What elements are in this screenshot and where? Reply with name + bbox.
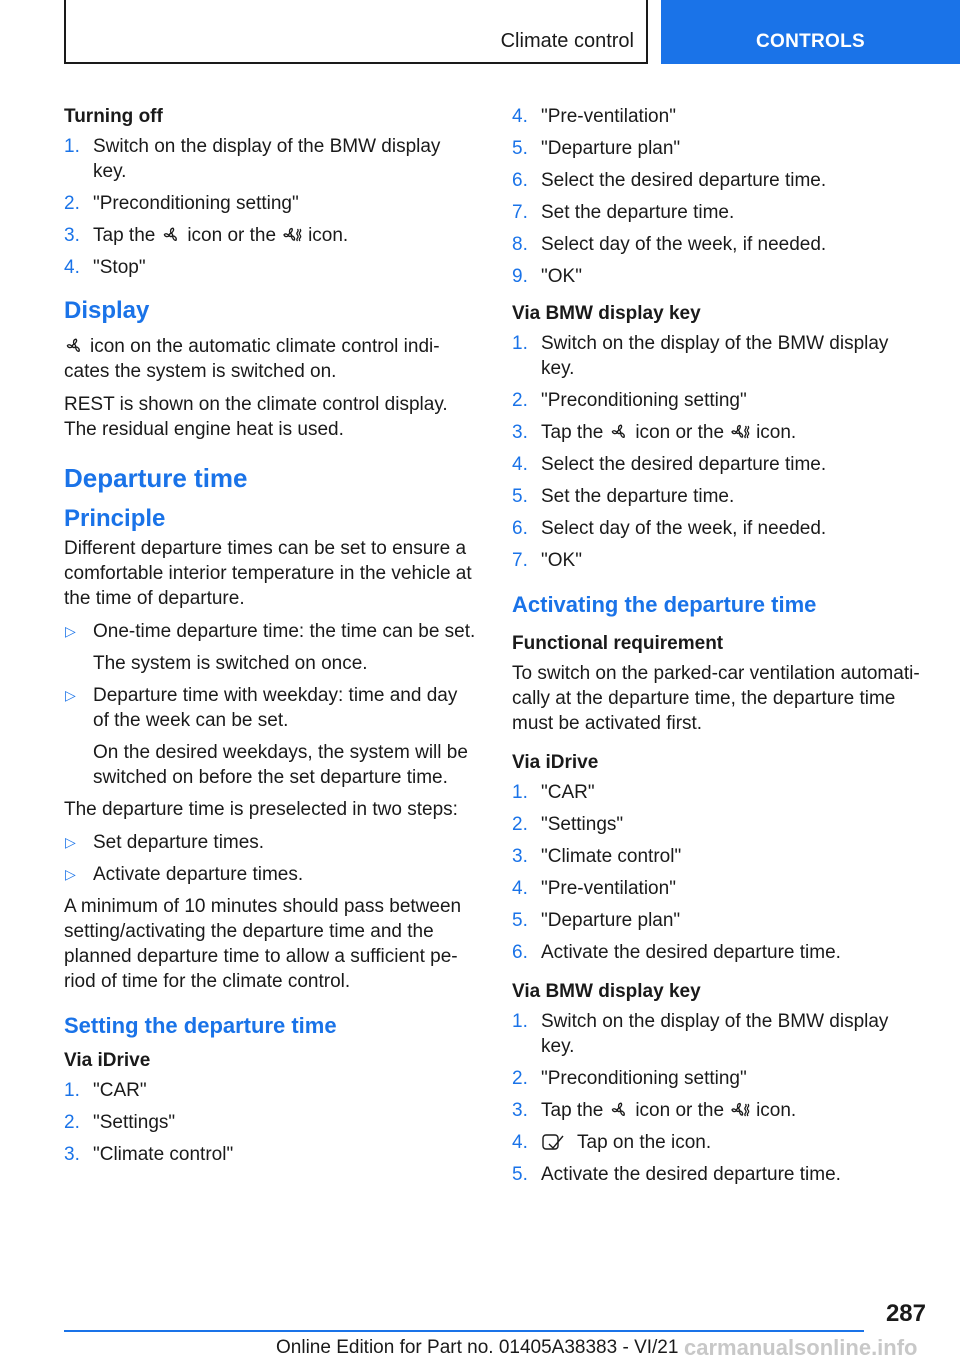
fan-icon xyxy=(161,226,181,244)
principle-text: Different departure times can be set to ensure a comfortable interior temperature in the vehicle at the time of departure. xyxy=(64,538,472,609)
list-item: 1. "CAR" xyxy=(512,782,595,803)
bullet-triangle-icon: ▷ xyxy=(65,866,76,882)
list-item: 1. Switch on the display of the BMW display key. xyxy=(64,136,441,182)
list-item: 5. "Departure plan" xyxy=(512,910,681,931)
activating-idrive-steps xyxy=(512,780,926,965)
list-item: ▷ Departure time with weekday: time and day of the week can be set. On the desired weekdays, the system will be switched on before the set departure time. xyxy=(65,685,468,788)
list-item: 4. Tap on the icon. xyxy=(512,1132,712,1153)
bullet-triangle-icon: ▷ xyxy=(65,623,76,639)
list-item: 4. "Pre-ventilation" xyxy=(512,106,676,127)
setting-departure-heading: Setting the departure time xyxy=(64,1013,337,1038)
display-heading: Display xyxy=(64,297,150,324)
list-item: 6. Select the desired departure time. xyxy=(512,170,827,191)
setting-idrive-steps-continued xyxy=(512,104,926,289)
list-item: 5. "Departure plan" xyxy=(512,138,681,159)
departure-time-heading: Departure time xyxy=(64,463,248,493)
list-item: 9. "OK" xyxy=(512,266,582,287)
turning-off-heading: Turning off xyxy=(64,106,163,127)
list-item: 2. "Preconditioning setting" xyxy=(512,390,747,411)
functional-requirement-heading: Functional requirement xyxy=(512,633,724,654)
list-item: 3. "Climate control" xyxy=(512,846,682,867)
two-steps-list xyxy=(64,830,478,887)
footer-edition: Online Edition for Part no. 01405A38383 - VI/21 xyxy=(276,1337,679,1358)
list-item: 3. Tap the icon or the icon. xyxy=(64,225,349,246)
via-display-key-heading: Via BMW display key xyxy=(512,303,701,324)
list-item: 2. "Settings" xyxy=(64,1112,176,1133)
list-item: 4. "Stop" xyxy=(64,257,146,278)
list-item: 2. "Preconditioning setting" xyxy=(64,193,299,214)
list-item: ▷ Activate departure times. xyxy=(65,864,304,885)
functional-requirement-text: To switch on the parked-car ventilation automatically at the departure time, the departure time must be activated first. xyxy=(512,663,920,734)
display-paragraph-2: REST is shown on the climate control display. The residual engine heat is used. xyxy=(64,394,448,440)
list-item: 3. Tap the icon or the icon. xyxy=(512,1100,797,1121)
list-item: 6. Select day of the week, if needed. xyxy=(512,518,827,539)
header-chapter-label: CONTROLS xyxy=(755,31,865,52)
page-number: 287 xyxy=(885,1300,926,1327)
turning-off-steps xyxy=(64,134,478,280)
list-item: 2. "Settings" xyxy=(512,814,624,835)
via-idrive-heading: Via iDrive xyxy=(64,1050,151,1071)
list-item: 8. Select day of the week, if needed. xyxy=(512,234,827,255)
fan-heat-icon xyxy=(282,226,302,244)
list-item: 3. "Climate control" xyxy=(64,1144,234,1165)
fan-heat-icon xyxy=(730,1101,750,1119)
list-item: 4. "Pre-ventilation" xyxy=(512,878,676,899)
right-column xyxy=(512,104,926,1194)
departure-type-list xyxy=(64,619,478,790)
list-item: 1. Switch on the display of the BMW display key. xyxy=(512,333,889,379)
watermark: carmanualsonline.info xyxy=(684,1335,918,1360)
page-header xyxy=(0,0,960,66)
checkbox-check-icon xyxy=(541,1133,565,1151)
list-item: 3. Tap the icon or the icon. xyxy=(512,422,797,443)
fan-icon xyxy=(609,423,629,441)
list-item: 4. Select the desired departure time. xyxy=(512,454,827,475)
via-display-key-heading: Via BMW display key xyxy=(512,981,701,1002)
header-section-title: Climate control xyxy=(500,30,634,52)
list-item: ▷ One-time departure time: the time can be set. The system is switched on once. xyxy=(65,621,476,674)
footer-divider xyxy=(64,1330,864,1332)
list-item: 5. Activate the desired departure time. xyxy=(512,1164,841,1185)
two-steps-text: The departure time is preselected in two steps: xyxy=(64,799,458,820)
list-item: 1. "CAR" xyxy=(64,1080,147,1101)
list-item: ▷ Set departure times. xyxy=(65,832,265,853)
header-section-box xyxy=(64,0,648,64)
activating-departure-heading: Activating the departure time xyxy=(512,592,817,617)
list-item: 6. Activate the desired departure time. xyxy=(512,942,841,963)
list-item: 5. Set the departure time. xyxy=(512,486,735,507)
activating-key-steps xyxy=(512,1009,926,1187)
setting-idrive-steps xyxy=(64,1078,478,1167)
minimum-time-text: A minimum of 10 minutes should pass between setting/activating the departure time and the planned departure time to allow a sufficient period of time for the climate control. xyxy=(64,896,462,992)
header-chapter-tab xyxy=(661,0,960,64)
setting-key-steps xyxy=(512,331,926,573)
list-item: 2. "Preconditioning setting" xyxy=(512,1068,747,1089)
fan-icon xyxy=(64,337,84,355)
bullet-triangle-icon: ▷ xyxy=(65,687,76,703)
left-column xyxy=(64,104,478,1174)
via-idrive-heading: Via iDrive xyxy=(512,752,599,773)
principle-heading: Principle xyxy=(64,505,166,532)
list-item: 7. Set the departure time. xyxy=(512,202,735,223)
list-item: 1. Switch on the display of the BMW display key. xyxy=(512,1011,889,1057)
list-item: 7. "OK" xyxy=(512,550,582,571)
fan-heat-icon xyxy=(730,423,750,441)
fan-icon xyxy=(609,1101,629,1119)
bullet-triangle-icon: ▷ xyxy=(65,834,76,850)
display-paragraph-1: icon on the automatic climate control indicates the system is switched on. xyxy=(64,336,440,382)
